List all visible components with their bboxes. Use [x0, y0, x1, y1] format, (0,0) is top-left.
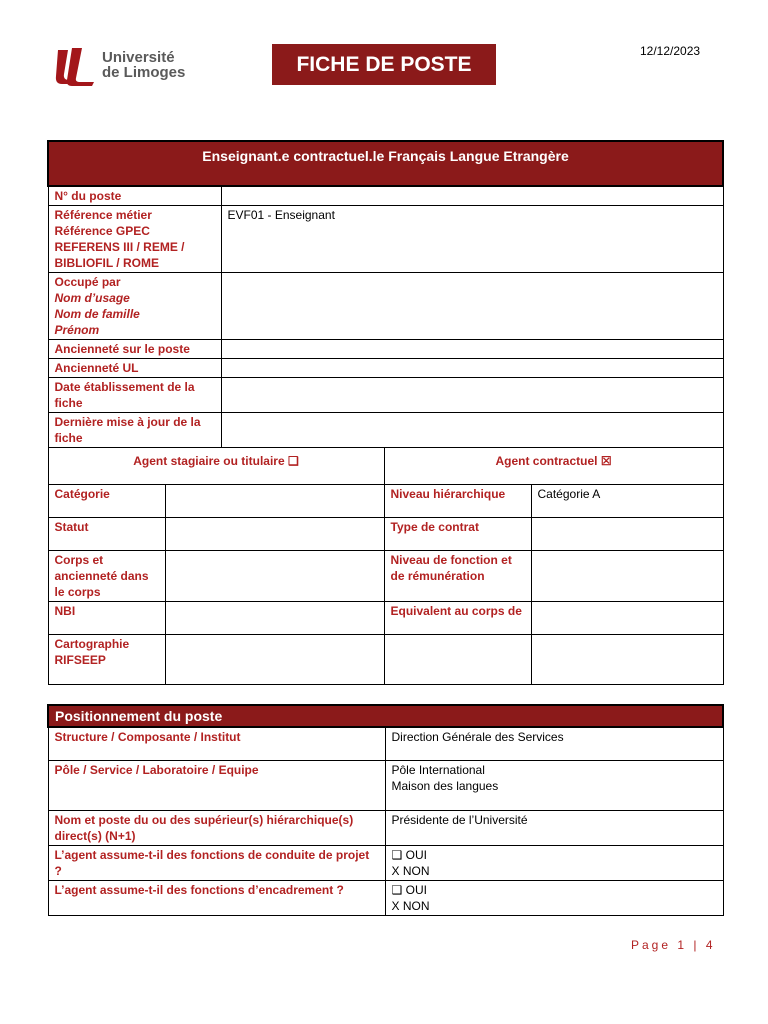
value-anc-poste	[221, 340, 723, 359]
label-nbi: NBI	[48, 602, 165, 635]
checkbox-unchecked-icon: ❑	[391, 882, 403, 897]
encadrement-non: X NON	[391, 898, 430, 913]
label-corps: Corps et ancienneté dans le corps	[48, 551, 165, 602]
agent-stagiaire	[48, 448, 384, 485]
poste-table	[47, 140, 724, 685]
logo-line-1: Université	[102, 49, 175, 66]
label-niveau-hierarchique: Niveau hiérarchique	[384, 485, 531, 518]
agent-stagiaire-label: Agent stagiaire ou titulaire	[133, 454, 285, 468]
label-nom-famille: Nom de famille	[54, 307, 140, 321]
university-logo	[52, 44, 197, 88]
label-prenom: Prénom	[54, 323, 100, 337]
value-type-contrat	[531, 518, 723, 551]
conduite-oui	[392, 847, 717, 863]
label-equivalent-corps: Equivalent au corps de	[384, 602, 531, 635]
value-anc-ul	[221, 359, 723, 378]
label-derniere-maj: Dernière mise à jour de la fiche	[48, 413, 221, 448]
label-date-etab: Date établissement de la fiche	[48, 378, 221, 413]
label-conduite-projet: L’agent assume-t-il des fonctions de conduite de projet ?	[48, 845, 385, 880]
label-nom-usage: Nom d’usage	[54, 291, 130, 305]
value-equivalent-corps	[531, 602, 723, 635]
value-rifseep	[165, 635, 384, 685]
conduite-oui-label: OUI	[405, 847, 427, 862]
label-categorie: Catégorie	[48, 485, 165, 518]
value-derniere-maj	[221, 413, 723, 448]
label-encadrement: L’agent assume-t-il des fonctions d’encadrement ?	[48, 880, 385, 915]
label-anc-ul: Ancienneté UL	[48, 359, 221, 378]
label-rifseep: Cartographie RIFSEEP	[48, 635, 165, 685]
agent-contractuel	[384, 448, 723, 485]
document-date: 12/12/2023	[640, 44, 701, 58]
encadrement-oui-label: OUI	[405, 882, 427, 897]
value-occupe-par	[221, 273, 723, 340]
positionnement-title: Positionnement du poste	[48, 705, 723, 727]
value-conduite-projet	[385, 845, 723, 880]
label-structure: Structure / Composante / Institut	[48, 727, 385, 760]
label-pole: Pôle / Service / Laboratoire / Equipe	[48, 760, 385, 810]
checkbox-checked-icon: ☒	[600, 454, 612, 468]
label-empty	[384, 635, 531, 685]
value-pole	[385, 760, 723, 810]
checkbox-unchecked-icon: ❑	[391, 847, 403, 862]
value-categorie	[165, 485, 384, 518]
positionnement-table	[47, 704, 724, 916]
label-references	[48, 206, 221, 273]
logo-text	[102, 50, 185, 80]
checkbox-unchecked-icon: ❑	[287, 454, 299, 468]
value-niveau-fonction	[531, 551, 723, 602]
page-title: FICHE DE POSTE	[272, 44, 496, 85]
encadrement-oui	[392, 882, 717, 898]
conduite-non: X NON	[391, 863, 430, 878]
value-date-etab	[221, 378, 723, 413]
label-statut: Statut	[48, 518, 165, 551]
label-ref-gpec: Référence GPEC	[54, 224, 150, 238]
label-anc-poste: Ancienneté sur le poste	[48, 340, 221, 359]
value-n-poste	[221, 186, 723, 206]
value-references: EVF01 - Enseignant	[221, 206, 723, 273]
label-occupe: Occupé par	[54, 275, 121, 289]
label-referens: REFERENS III / REME / BIBLIOFIL / ROME	[54, 240, 185, 270]
label-ref-metier: Référence métier	[54, 208, 152, 222]
agent-contractuel-label: Agent contractuel	[495, 454, 598, 468]
value-corps	[165, 551, 384, 602]
value-nbi	[165, 602, 384, 635]
ul-logo-icon	[52, 44, 96, 86]
label-n-poste: N° du poste	[48, 186, 221, 206]
value-statut	[165, 518, 384, 551]
label-superieur: Nom et poste du ou des supérieur(s) hiérarchique(s) direct(s) (N+1)	[48, 810, 385, 845]
value-pole-2: Maison des langues	[391, 778, 499, 793]
value-niveau-hierarchique: Catégorie A	[531, 485, 723, 518]
value-superieur: Présidente de l’Université	[385, 810, 723, 845]
value-structure: Direction Générale des Services	[385, 727, 723, 760]
logo-line-2: de Limoges	[102, 64, 186, 81]
label-type-contrat: Type de contrat	[384, 518, 531, 551]
value-encadrement	[385, 880, 723, 915]
label-occupe-par	[48, 273, 221, 340]
value-pole-1: Pôle International	[391, 762, 485, 777]
poste-title: Enseignant.e contractuel.le Français Langue Etrangère	[48, 141, 723, 186]
page-number: Page 1 | 4	[631, 938, 716, 952]
value-empty	[531, 635, 723, 685]
label-niveau-fonction: Niveau de fonction et de rémunération	[384, 551, 531, 602]
